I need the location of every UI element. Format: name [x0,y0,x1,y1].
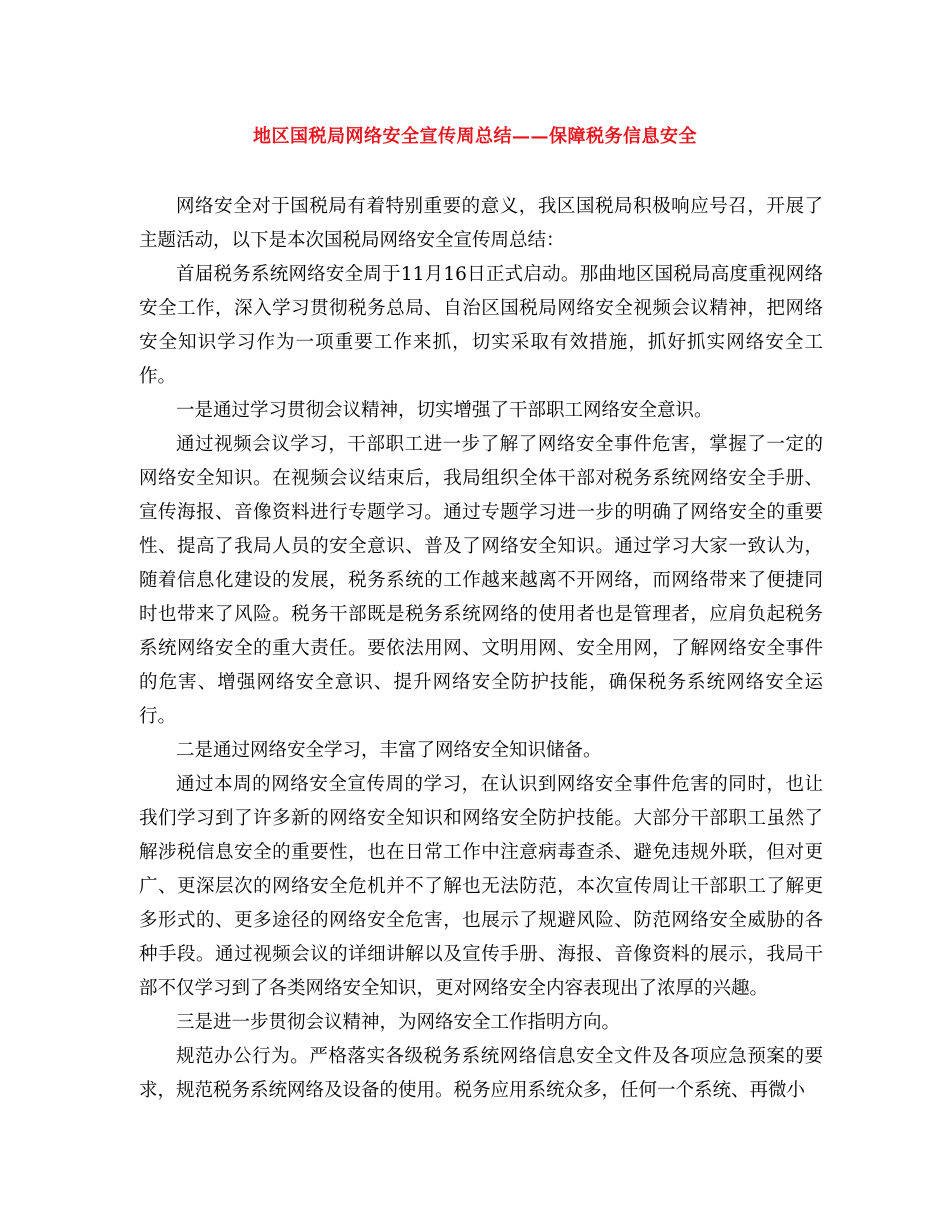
paragraph: 通过视频会议学习，干部职工进一步了解了网络安全事件危害，掌握了一定的网络安全知识。在视频会议结束后，我局组织全体干部对税务系统网络安全手册、宣传海报、音像资料进行专题学习。通过专题学习进一步的明确了网络安全的重要性、提高了我局人员的安全意识、普及了网络安全知识。通过学习大家一致认为，随着信息化建设的发展，税务系统的工作越来越离不开网络，而网络带来了便捷同时也带来了风险。税务干部既是税务系统网络的使用者也是管理者，应肩负起税务系统网络安全的重大责任。要依法用网、文明用网、安全用网，了解网络安全事件的危害、增强网络安全意识、提升网络安全防护技能，确保税务系统网络安全运行。 [139,434,823,727]
paragraph: 三是进一步贯彻会议精神，为网络安全工作指明方向。 [176,1012,621,1033]
paragraph: 通过本周的网络安全宣传周的学习，在认识到网络安全事件危害的同时，也让我们学习到了许多新的网络安全知识和网络安全防护技能。大部分干部职工虽然了解涉税信息安全的重要性，也在日常工作中注意病毒查杀、避免违规外联，但对更广、更深层次的网络安全危机并不了解也无法防范，本次宣传周让干部职工了解更多形式的、更多途径的网络安全危害，也展示了规避风险、防范网络安全威胁的各种手段。通过视频会议的详细讲解以及宣传手册、海报、音像资料的展示，我局干部不仅学习到了各类网络安全知识，更对网络安全内容表现出了浓厚的兴趣。 [139,774,823,999]
document-title: 地区国税局网络安全宣传周总结——保障税务信息安全 [253,126,697,147]
paragraph: 规范办公行为。严格落实各级税务系统网络信息安全文件及各项应急预案的要求，规范税务系统网络及设备的使用。税务应用系统众多，任何一个系统、再微小 [139,1046,823,1101]
paragraph: 网络安全对于国税局有着特别重要的意义，我区国税局积极响应号召，开展了主题活动，以下是本次国税局网络安全宣传周总结： [139,196,823,251]
paragraph: 二是通过网络安全学习，丰富了网络安全知识储备。 [176,740,602,761]
paragraph: 一是通过学习贯彻会议精神，切实增强了干部职工网络安全意识。 [176,400,713,421]
document-body [139,190,823,1108]
paragraph: 首届税务系统网络安全周于11月16日正式启动。那曲地区国税局高度重视网络安全工作，深入学习贯彻税务总局、自治区国税局网络安全视频会议精神，把网络安全知识学习作为一项重要工作来抓，切实采取有效措施，抓好抓实网络安全工作。 [139,264,823,387]
